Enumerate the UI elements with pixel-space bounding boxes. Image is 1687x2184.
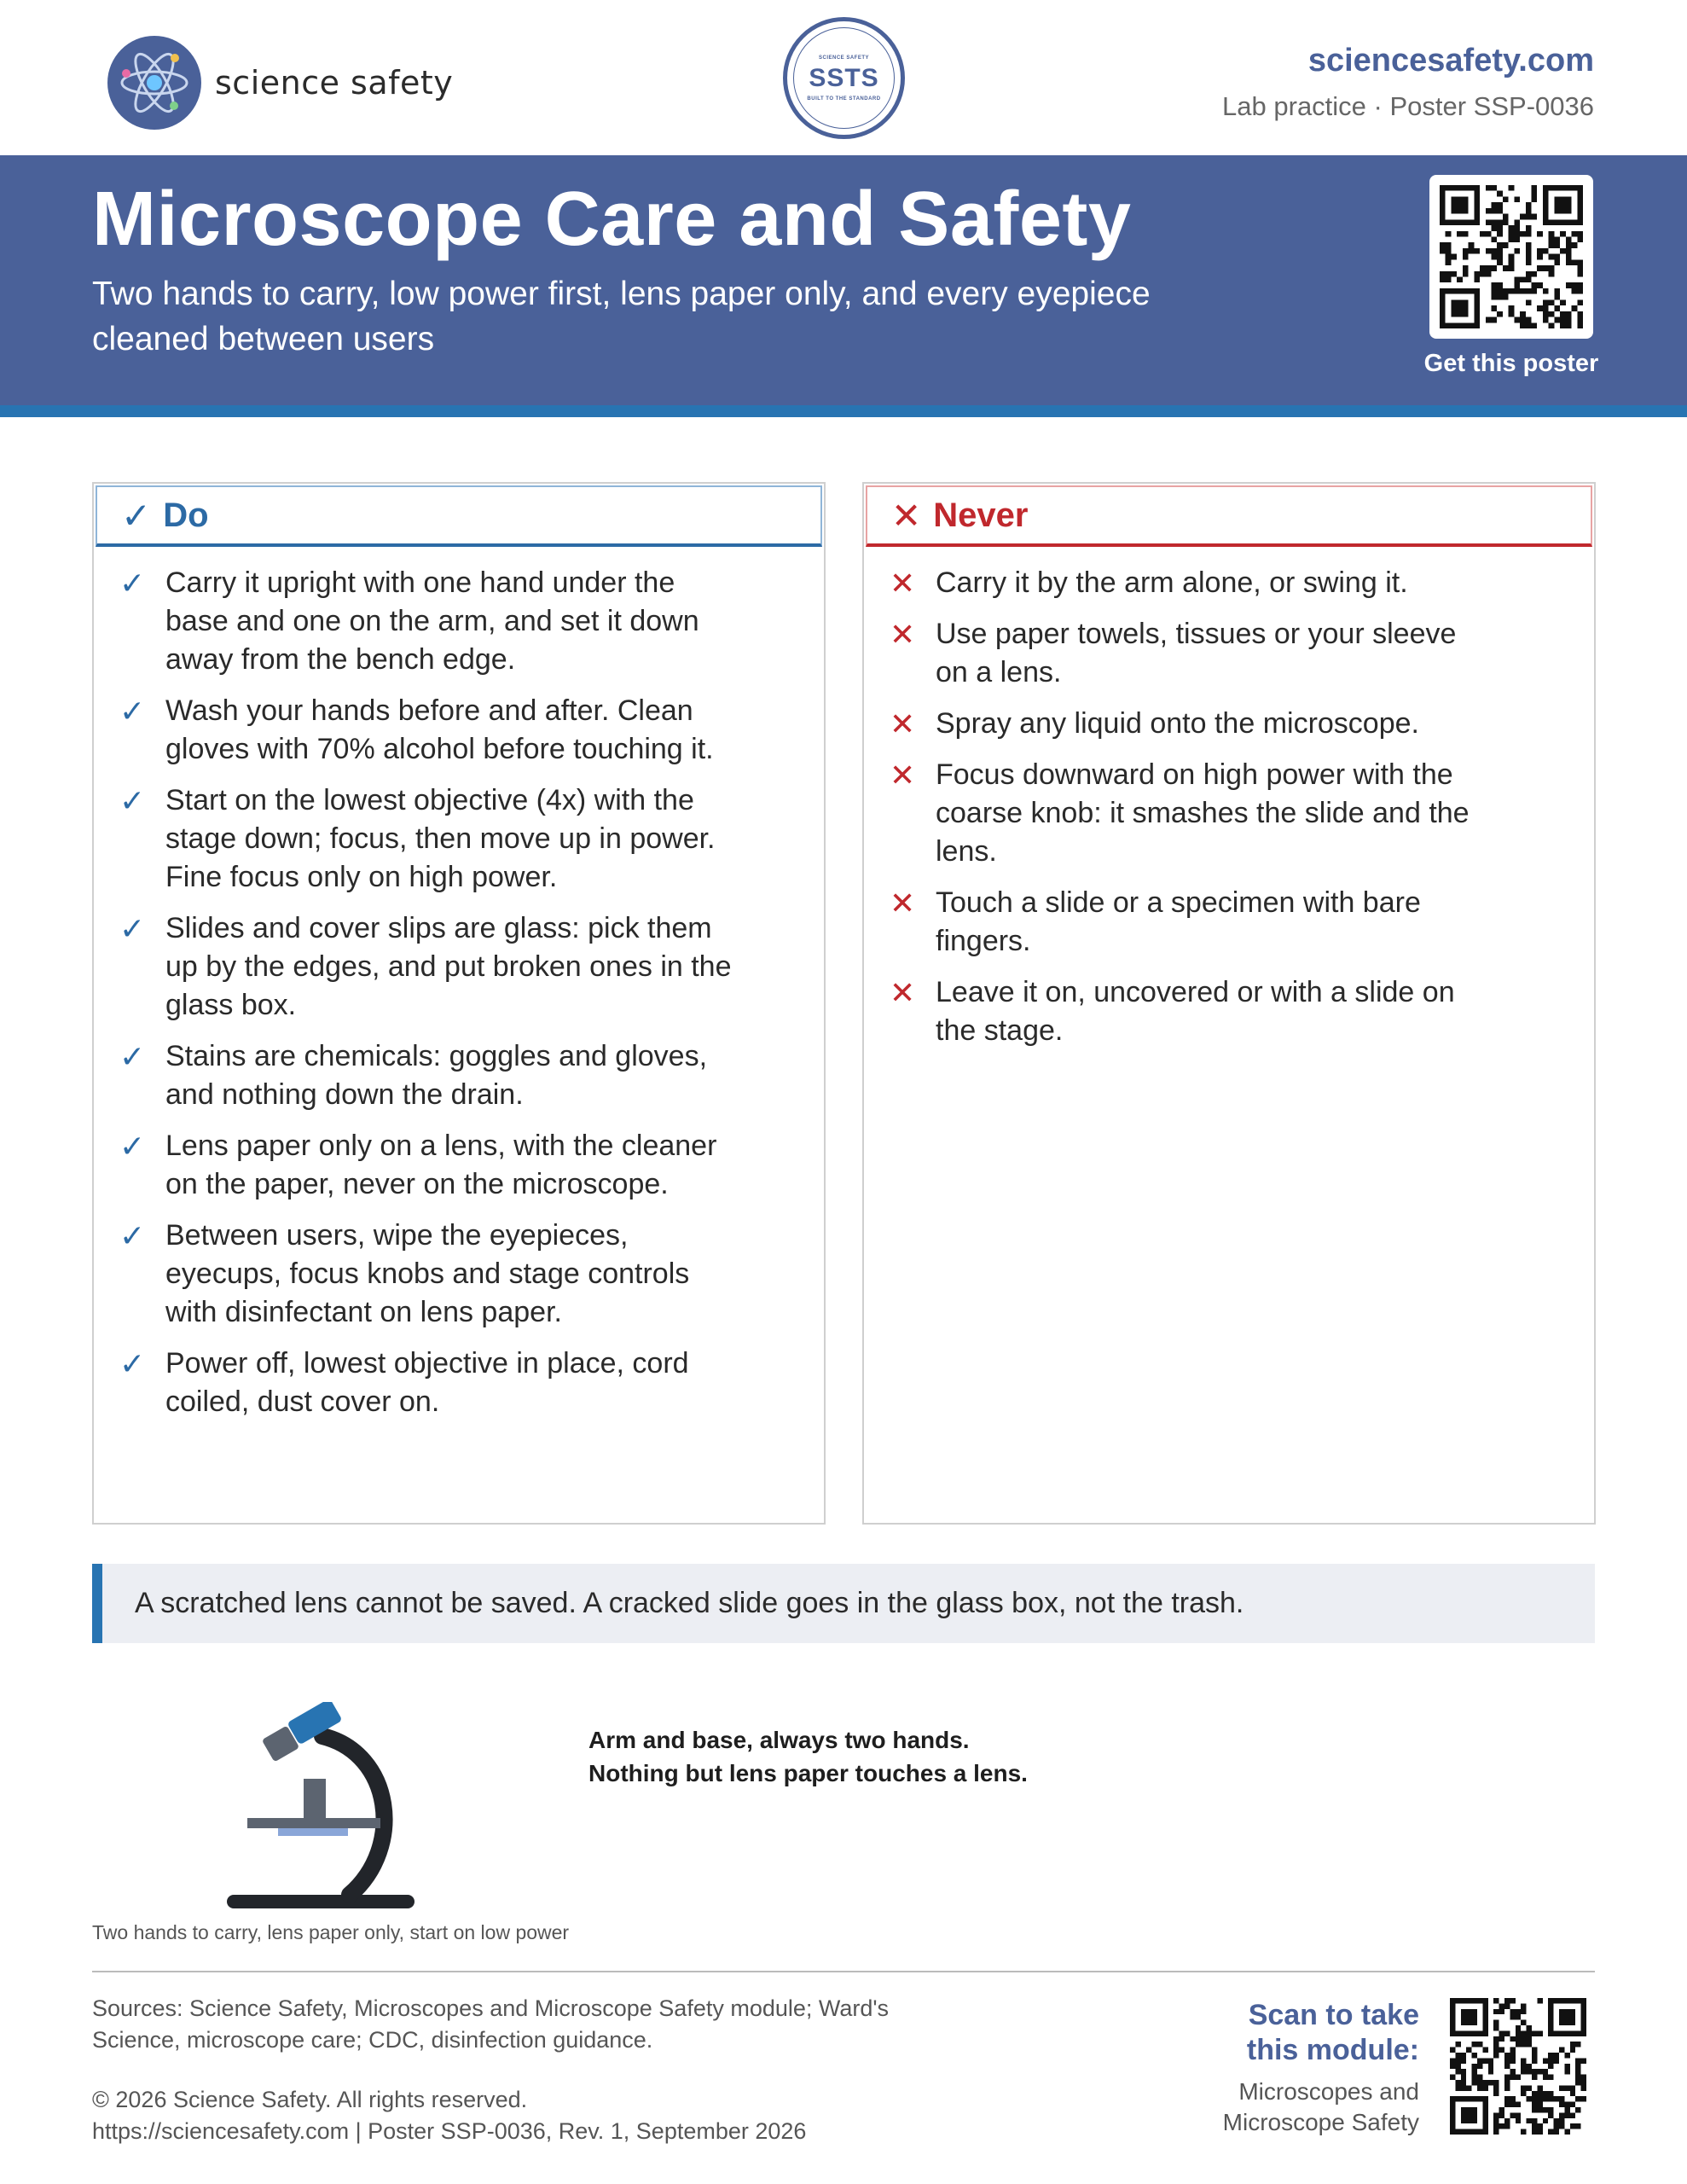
- never-list: [890, 564, 1560, 1063]
- check-icon: ✓: [119, 783, 146, 818]
- cross-icon: ✕: [890, 975, 916, 1010]
- cross-icon: ✕: [890, 758, 916, 793]
- reminder-line: Nothing but lens paper touches a lens.: [588, 1760, 1028, 1786]
- cross-icon: ✕: [890, 886, 916, 921]
- top-header: [0, 0, 1687, 155]
- module-qr-code[interactable]: [1450, 1998, 1586, 2135]
- page-subtitle: Two hands to carry, low power first, lens paper only, and every eyepiece cleaned between users: [92, 276, 1151, 357]
- poster-category: Lab practice · Poster SSP-0036: [1222, 91, 1594, 121]
- seal-main-text: SSTS: [809, 63, 879, 92]
- list-item: ✓ Wash your hands before and after. Clean gloves with 70% alcohol before touching it.: [119, 692, 733, 769]
- do-column: [92, 482, 826, 1525]
- check-icon: ✓: [119, 566, 146, 601]
- list-item: ✓ Power off, lowest objective in place, cord coiled, dust cover on.: [119, 1345, 733, 1421]
- do-heading-label: Do: [163, 496, 209, 534]
- list-item: ✓ Slides and cover slips are glass: pick them up by the edges, and put broken ones in the glass box.: [119, 909, 733, 1025]
- cross-icon: ✕: [890, 566, 916, 601]
- atom-icon: [107, 36, 201, 130]
- standards-seal: [783, 17, 905, 139]
- header-meta: [1222, 43, 1594, 122]
- scan-title: Scan to take this module:: [1246, 1999, 1419, 2066]
- module-name: Microscopes and Microscope Safety: [1222, 2078, 1419, 2135]
- seal-top-text: SCIENCE SAFETY: [818, 55, 869, 61]
- copyright-line: © 2026 Science Safety. All rights reserved.: [92, 2087, 528, 2112]
- check-icon: ✓: [119, 911, 146, 946]
- illustration-caption: Two hands to carry, lens paper only, start on low power: [92, 1921, 570, 1943]
- check-icon: ✓: [119, 694, 146, 729]
- page-title: Microscope Care and Safety: [92, 177, 1132, 262]
- check-icon: ✓: [121, 495, 152, 536]
- list-item: ✓ Start on the lowest objective (4x) with the stage down; focus, then move up in power. Fine focus only on high power.: [119, 781, 733, 897]
- reminder-text: [588, 1723, 1028, 1790]
- list-item: ✓ Between users, wipe the eyepieces, eyecups, focus knobs and stage controls with disinfectant on lens paper.: [119, 1217, 733, 1332]
- list-item: ✓ Stains are chemicals: goggles and gloves, and nothing down the drain.: [119, 1037, 733, 1114]
- brand-name: science safety: [215, 64, 454, 102]
- sources-text: Sources: Science Safety, Microscopes and Microscope Safety module; Ward's Science, microscope care; CDC, disinfection guidance.: [92, 1995, 890, 2053]
- qr-code-icon: [1450, 1998, 1586, 2135]
- list-item: ✕ Focus downward on high power with the coarse knob: it smashes the slide and the lens.: [890, 756, 1487, 871]
- cross-icon: ✕: [891, 495, 922, 536]
- brand-logo[interactable]: [107, 36, 453, 130]
- do-heading: [96, 485, 822, 547]
- never-heading-label: Never: [933, 496, 1029, 534]
- warning-callout: A scratched lens cannot be saved. A cracked slide goes in the glass box, not the trash.: [92, 1564, 1595, 1643]
- do-list: [119, 564, 790, 1434]
- site-link[interactable]: sciencesafety.com: [1307, 43, 1594, 78]
- poster-info[interactable]: https://sciencesafety.com | Poster SSP-0036, Rev. 1, September 2026: [92, 2118, 807, 2144]
- list-item: ✕ Touch a slide or a specimen with bare fingers.: [890, 884, 1487, 961]
- footer-divider: [92, 1971, 1595, 1972]
- copyright-text: [92, 2084, 806, 2147]
- qr-code-icon: [1440, 185, 1583, 328]
- cross-icon: ✕: [890, 617, 916, 652]
- check-icon: ✓: [119, 1129, 146, 1164]
- check-icon: ✓: [119, 1039, 146, 1074]
- scan-module: [1223, 1998, 1419, 2138]
- microscope-icon: [222, 1702, 426, 1911]
- list-item: ✕ Carry it by the arm alone, or swing it.: [890, 566, 1408, 601]
- banner-stripe: [0, 405, 1687, 417]
- never-column: [862, 482, 1596, 1525]
- seal-bottom-text: BUILT TO THE STANDARD: [807, 96, 881, 102]
- cross-icon: ✕: [890, 706, 916, 741]
- list-item: ✕ Leave it on, uncovered or with a slide on the stage.: [890, 973, 1487, 1050]
- get-poster-label: Get this poster: [1423, 350, 1599, 377]
- poster-qr-code[interactable]: [1429, 175, 1593, 339]
- check-icon: ✓: [119, 1346, 146, 1381]
- list-item: ✕ Use paper towels, tissues or your sleeve on a lens.: [890, 615, 1487, 692]
- reminder-line: Arm and base, always two hands.: [588, 1727, 970, 1753]
- list-item: ✓ Lens paper only on a lens, with the cleaner on the paper, never on the microscope.: [119, 1127, 733, 1204]
- check-icon: ✓: [119, 1218, 146, 1253]
- list-item: ✓ Carry it upright with one hand under the base and one on the arm, and set it down away from the bench edge.: [119, 564, 733, 679]
- list-item: ✕ Spray any liquid onto the microscope.: [890, 706, 1419, 741]
- never-heading: [866, 485, 1592, 547]
